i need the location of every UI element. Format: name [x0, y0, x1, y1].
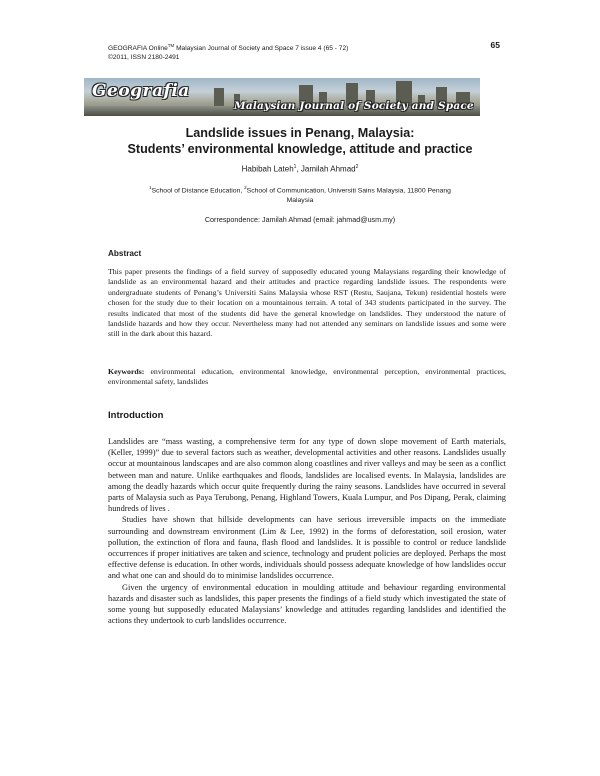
- journal-logo: Geografia: [92, 81, 190, 101]
- page-number: 65: [490, 40, 500, 50]
- affiliations: $^1$School of Distance Education, $^2$School of Communication, Universiti Sains Malaysia, 11800 Penang Malaysia: [149, 185, 451, 204]
- paper-title-line1: Landslide issues in Penang, Malaysia:: [185, 126, 415, 140]
- author-name: Habibah Lateh: [241, 164, 294, 174]
- journal-header: [108, 41, 500, 62]
- paragraph: Given the urgency of environmental education in moulding attitude and behaviour regarding environmental hazards and disaster such as landslides, this paper presents the findings of a field study which investigated the state of some young but supposedly educated Malaysians’ knowledge and attitudes regarding landslides and identified the actions they undertook to curb landslides occurrence.: [108, 582, 506, 626]
- abstract-heading: Abstract: [108, 249, 142, 258]
- author-list: Habibah Lateh$^1$, Jamilah Ahmad$^2$: [241, 164, 359, 174]
- abstract-text: This paper presents the findings of a field survey of supposedly educated young Malaysians regarding their knowledge of landslide as an environmental hazard and their attitudes and practice regarding landslide issues. The respondents were undergraduate students of Penang’s Universiti Sains Malaysia whose RST (Restu, Saujana, Tekun) residential hostels were chosen for the study due to their location on a mountainous terrain. A total of 343 students participated in the survey. The results indicated that most of the students did have the general knowledge on landslides. They understood the nature of landslide hazards and how they occur. Nevertheless many had not attended any seminars on landslide issues and some were still in the dark about this hazard.: [108, 267, 506, 339]
- keywords-label: Keywords:: [108, 367, 145, 376]
- correspondence: Correspondence: Jamilah Ahmad (email: jahmad@usm.my): [204, 215, 396, 224]
- journal-banner: [84, 78, 480, 116]
- paragraph: Landslides are “mass wasting, a comprehensive term for any type of down slope movement of Earth materials, (Keller, 1999)” due to several factors such as weather, developmental activities and other reasons. Landslides usually occur at mountainous landscapes and are also common along coastlines and river valleys and may be seen as a conflict between man and nature. Unlike earthquakes and floods, landslides are localised events. In Malaysia, landslides are among the deadly hazards which occur quite frequently during the rainy seasons. Landslides have occurred in several parts of Malaysia such as Paya Terubong, Penang, Highland Towers, Kuala Lumpur, and Pos Dipang, Perak, claiming hundreds of lives .: [108, 437, 506, 514]
- keywords: [108, 367, 506, 388]
- introduction-body: [108, 436, 506, 626]
- keywords-text: environmental education, environmental knowledge, environmental perception, environmental practices, environmental safety, landslides: [108, 367, 506, 387]
- introduction-heading: Introduction: [108, 410, 164, 421]
- paragraph: Studies have shown that hillside developments can have serious irreversible impacts on the immediate surrounding and downstream environment (Lim & Lee, 1992) in the forms of deforestation, soil erosion, water pollution, the extinction of flora and fauna, flash flood and landslides. It is possible to control or reduce landslide occurrences if proper initiatives are taken and science, technology and prudent policies are deployed. Perhaps the most effective defense is education. In other words, individuals should possess adequate knowledge of how landslides occur and what one can and should do to minimise landslides occurrence.: [108, 515, 506, 581]
- issn-line: ©2011, ISSN 2180-2491: [108, 54, 180, 62]
- journal-citation: GEOGRAFIA Online™ Malaysian Journal of Society and Space 7 issue 4 (65 - 72): [108, 43, 349, 53]
- journal-banner-subtitle: Malaysian Journal of Society and Space: [234, 100, 474, 112]
- paper-title-line2: Students’ environmental knowledge, attitude and practice: [127, 142, 473, 156]
- author-name: Jamilah Ahmad: [300, 164, 356, 174]
